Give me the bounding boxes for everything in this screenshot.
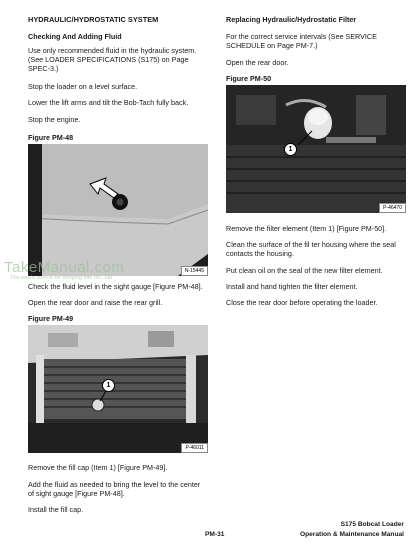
callout-item-1: 1: [284, 143, 297, 156]
figure-code: P-46011: [181, 443, 208, 453]
figure-pm-49-image: [28, 325, 208, 453]
paragraph: Stop the engine.: [28, 115, 81, 124]
figure-label-pm-48: Figure PM-48: [28, 133, 74, 142]
watermark-text: TakeManual.com: [4, 259, 125, 276]
paragraph: Remove the fill cap (Item 1) [Figure PM-49].: [28, 463, 168, 472]
figure-label-pm-50: Figure PM-50: [226, 74, 272, 83]
paragraph: Put clean oil on the seal of the new filter element.: [226, 266, 383, 275]
paragraph: Check the fluid level in the sight gauge [Figure PM-48].: [28, 282, 203, 291]
footer-manual-title: Operation & Maintenance Manual: [299, 531, 404, 538]
figure-pm-48-image: [28, 144, 208, 276]
paragraph: Close the rear door before operating the loader.: [226, 298, 378, 307]
paragraph: Open the rear door.: [226, 58, 289, 67]
subsection-title-checking-fluid: Checking And Adding Fluid: [28, 32, 122, 41]
paragraph: Stop the loader on a level surface.: [28, 82, 138, 91]
watermark-subtext: The web's source for bringing info on...ual: [10, 275, 112, 281]
figure-code: N-15445: [181, 266, 208, 276]
paragraph: Install the fill cap.: [28, 505, 84, 514]
section-title: HYDRAULIC/HYDROSTATIC SYSTEM: [28, 15, 159, 24]
paragraph: Install and hand tighten the filter element.: [226, 282, 358, 291]
figure-pm-50-image: [226, 85, 406, 213]
paragraph: Lower the lift arms and tilt the Bob-Tach fully back.: [28, 98, 189, 107]
footer-model: S175 Bobcat Loader: [340, 521, 404, 528]
paragraph: Open the rear door and raise the rear grill.: [28, 298, 163, 307]
callout-item-1: 1: [102, 379, 115, 392]
paragraph: Use only recommended fluid in the hydraulic system. (See LOADER SPECIFICATIONS (S175) on Page SPEC-3.): [28, 46, 197, 74]
page-number: PM-31: [205, 531, 225, 538]
paragraph: Clean the surface of the fil ter housing where the seal contacts the housing.: [226, 240, 396, 259]
figure-code: P-46470: [379, 203, 406, 213]
paragraph: Remove the filter element (Item 1) [Figure PM-50].: [226, 224, 387, 233]
subsection-title-replacing-filter: Replacing Hydraulic/Hydrostatic Filter: [226, 15, 357, 24]
figure-label-pm-49: Figure PM-49: [28, 314, 74, 323]
paragraph: Add the fluid as needed to bring the level to the center of sight gauge [Figure PM-48].: [28, 480, 201, 499]
paragraph: For the correct service intervals (See SERVICE SCHEDULE on Page PM-7.): [226, 32, 377, 51]
